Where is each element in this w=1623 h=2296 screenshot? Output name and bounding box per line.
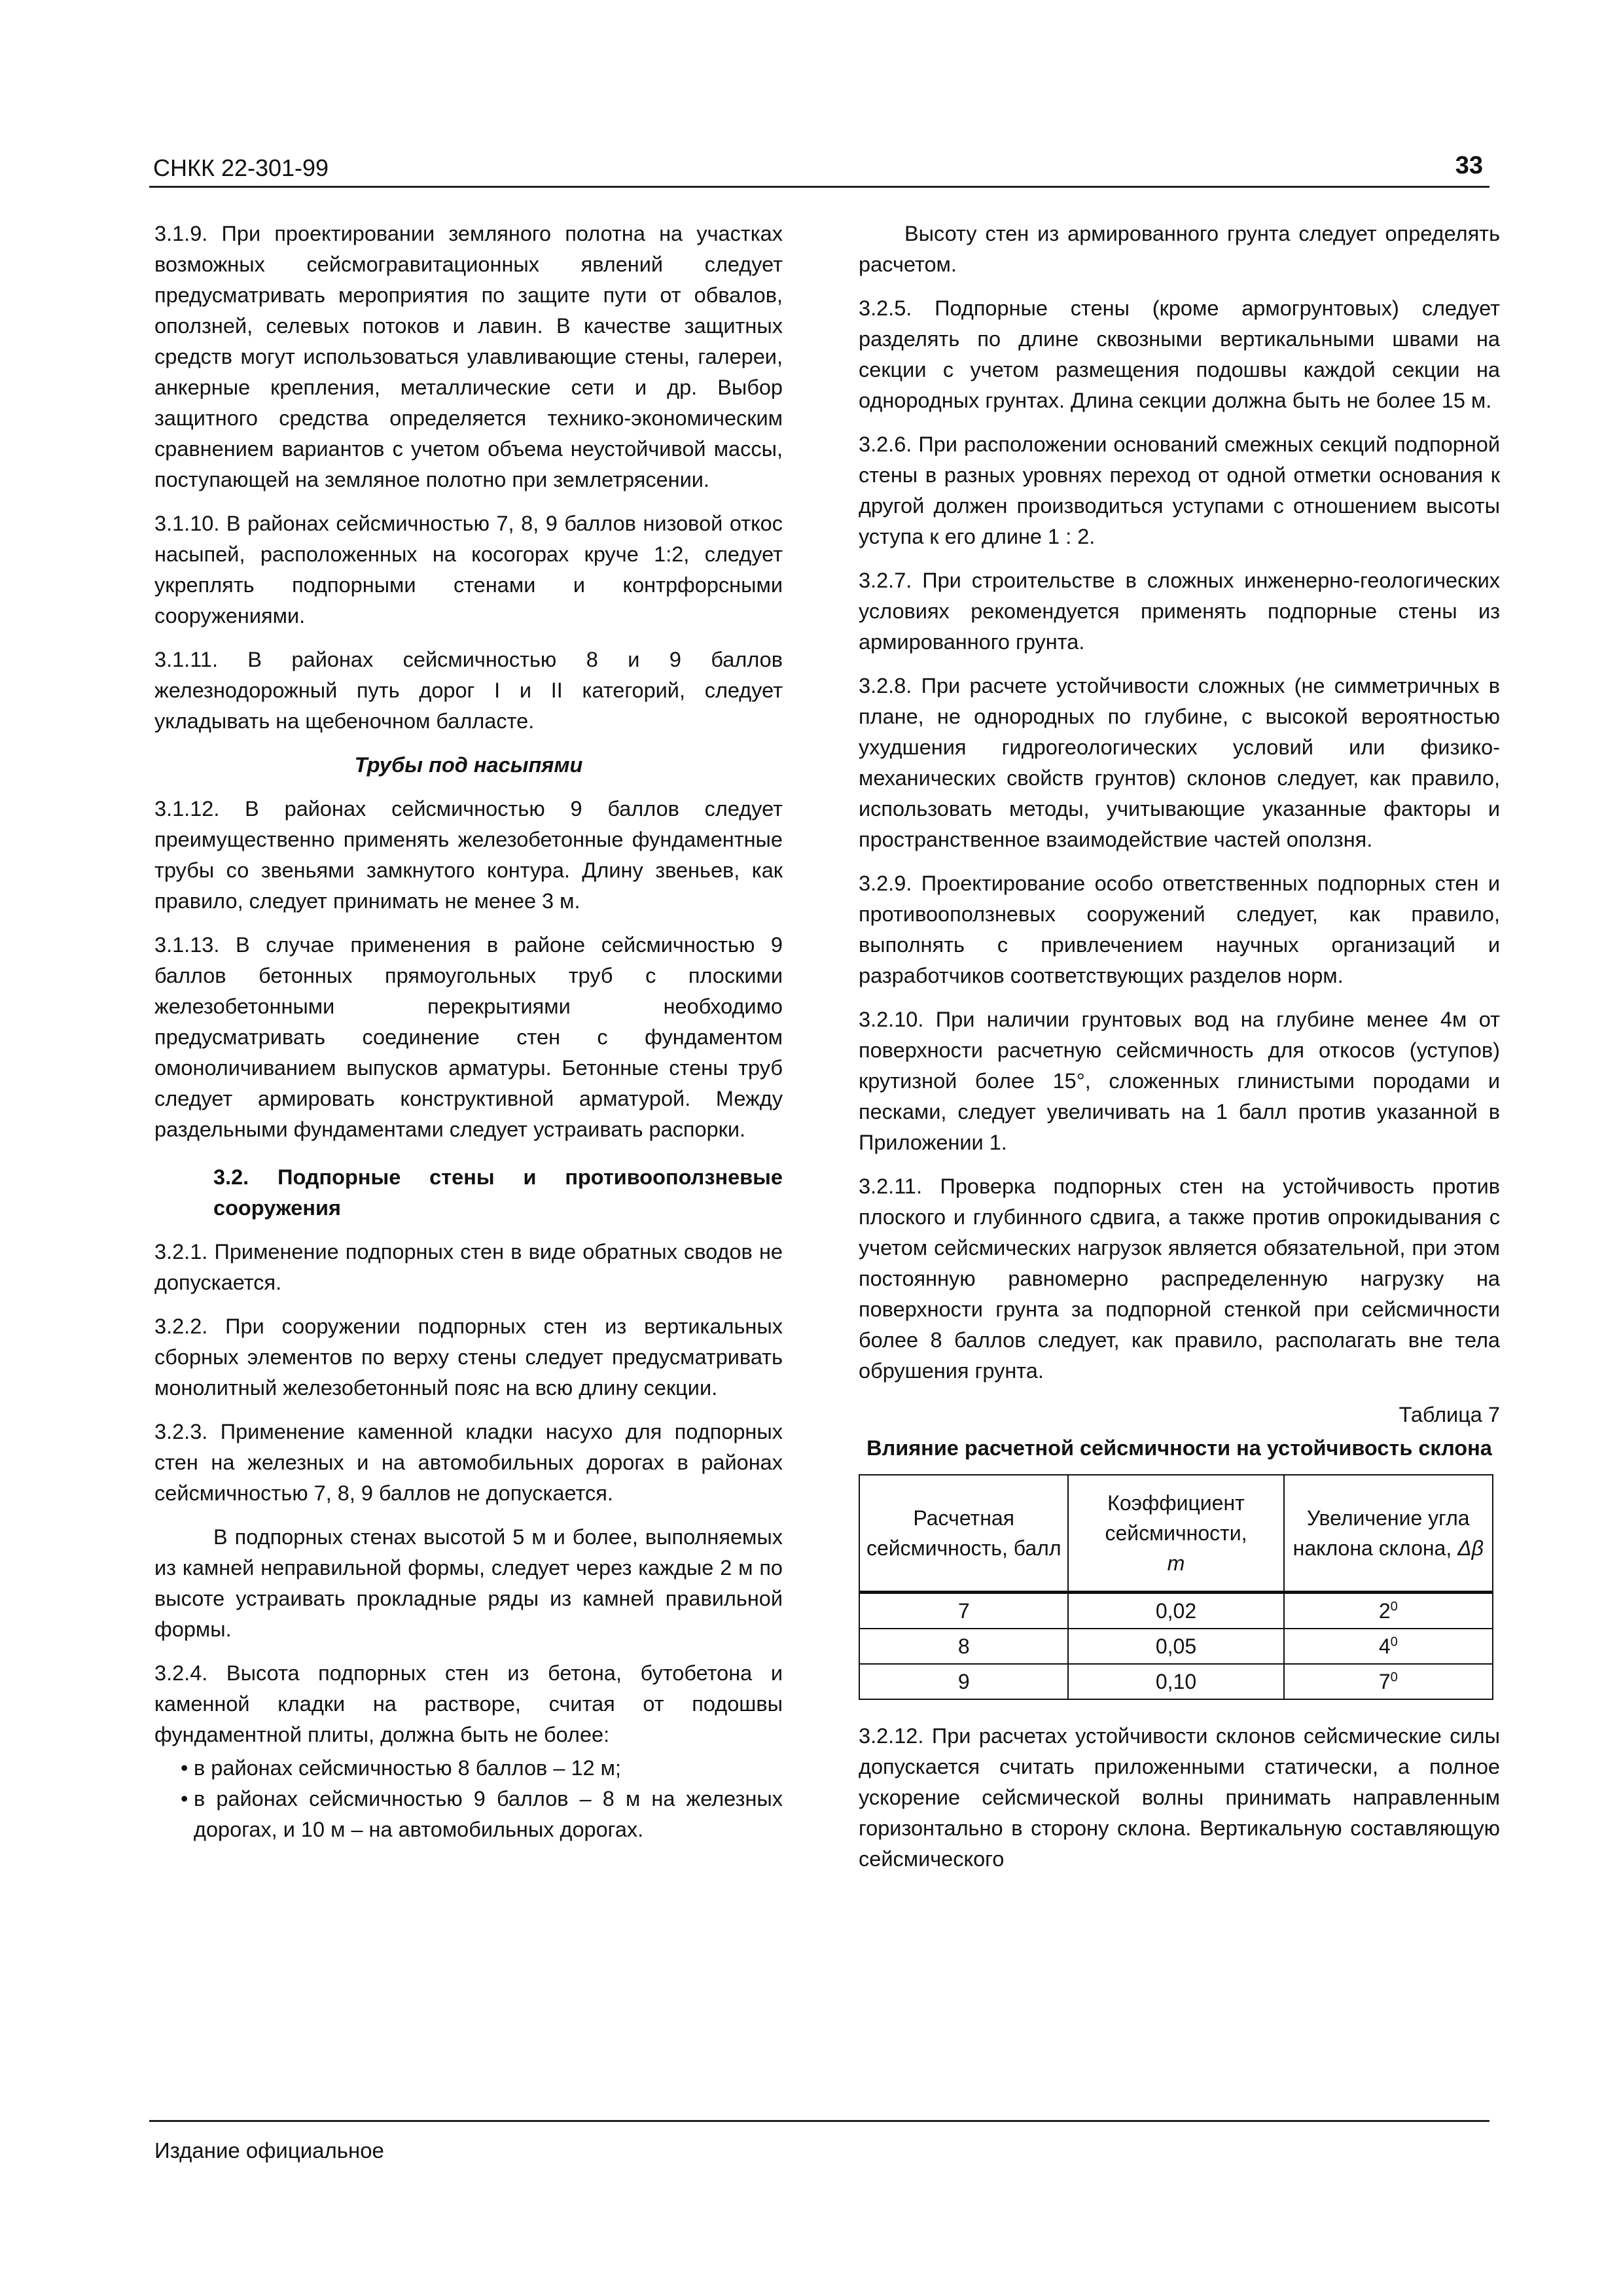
table-cell: $7^0$: [1284, 1664, 1493, 1699]
paragraph-3-2-11: 3.2.11. Проверка подпорных стен на устойчивость против плоского и глубинного сдвига, а также против опрокидывания с учетом сейсмических нагрузок является обязательной, при этом постоянную равномерно распределенную нагрузку на поверхности грунта за подпорной стенкой при сейсмичности более 8 баллов следует, как правило, располагать вне тела обрушения грунта.: [859, 1174, 1500, 1383]
list-item: • в районах сейсмичностью 9 баллов – 8 м на железных дорогах, и 10 м – на автомобильных дорогах.: [154, 1784, 783, 1845]
table-cell: 0,10: [1068, 1664, 1283, 1699]
table-cell: 9: [859, 1664, 1068, 1699]
table-cell: 0,05: [1068, 1629, 1283, 1664]
table-row: [859, 1664, 1493, 1699]
table-row: [859, 1629, 1493, 1664]
paragraph-3-2-10: 3.2.10. При наличии грунтовых вод на глубине менее 4м от поверхности расчетную сейсмичность для откосов (уступов) крутизной более 15°, сложенных глинистыми породами и песками, следует увеличивать на 1 балл против указанной в Приложении 1.: [859, 1008, 1500, 1154]
table-cell: 8: [859, 1629, 1068, 1664]
paragraph-3-2-6: 3.2.6. При расположении оснований смежных секций подпорной стены в разных уровнях переход от одной отметки основания к другой должен производиться уступами с отношением высоты уступа к его длине 1 : 2.: [859, 433, 1500, 548]
table-title: Влияние расчетной сейсмичности на устойчивость склона: [866, 1436, 1492, 1460]
table-header-coefficient: Коэффициент сейсмичности, m: [1068, 1475, 1283, 1593]
table-header-angle: Увеличение угла наклона склона, Δβ: [1284, 1475, 1493, 1593]
table-cell: 0,02: [1068, 1593, 1283, 1629]
height-limit-list: [154, 1753, 783, 1845]
list-item: • в районах сейсмичностью 8 баллов – 12 м;: [154, 1753, 783, 1784]
table-cell: $4^0$: [1284, 1629, 1493, 1664]
table-row: [859, 1593, 1493, 1629]
right-column: [859, 219, 1500, 1888]
table-number: Таблица 7: [1399, 1403, 1500, 1426]
paragraph-3-2-5: 3.2.5. Подпорные стены (кроме армогрунтовых) следует разделять по длине сквозными вертикальными швами на секции с учетом размещения подошвы каждой секции на однородных грунтах. Длина секции должна быть не более 15 м.: [859, 296, 1500, 412]
paragraph-3-1-11: 3.1.11. В районах сейсмичностью 8 и 9 баллов железнодорожный путь дорог I и II категорий, следует укладывать на щебеночном балласте.: [154, 648, 783, 733]
paragraph-3-2-2: 3.2.2. При сооружении подпорных стен из вертикальных сборных элементов по верху стены следует предусматривать монолитный железобетонный пояс на всю длину секции.: [154, 1315, 783, 1400]
page-number: 33: [1455, 152, 1483, 179]
paragraph-3-1-10: 3.1.10. В районах сейсмичностью 7, 8, 9 баллов низовой откос насыпей, расположенных на косогорах круче 1:2, следует укреплять подпорными стенами и контрфорсными сооружениями.: [154, 512, 783, 627]
paragraph-3-2-9: 3.2.9. Проектирование особо ответственных подпорных стен и противооползневых сооружений следует, как правило, выполнять с привлечением научных организаций и разработчиков соответствующих разделов норм.: [859, 872, 1500, 987]
paragraph-3-2-8: 3.2.8. При расчете устойчивости сложных (не симметричных в плане, не однородных по глубине, с высокой вероятностью ухудшения гидрогеологических условий или физико-механических свойств грунтов) склонов следует, как правило, использовать методы, учитывающие указанные факторы и пространственное взаимодействие частей оползня.: [859, 674, 1500, 851]
footer-edition-note: Издание официальное: [154, 2138, 384, 2163]
table-cell: 7: [859, 1593, 1068, 1629]
document-code: СНКК 22-301-99: [153, 154, 329, 181]
paragraph-3-1-13: 3.1.13. В случае применения в районе сейсмичностью 9 баллов бетонных прямоугольных труб с плоскими железобетонными перекрытиями необходимо предусматривать соединение стен с фундаментом омоноличиванием выпусков арматуры. Бетонные стены труб следует армировать конструктивной арматурой. Между раздельными фундаментами следует устраивать распорки.: [154, 933, 783, 1141]
paragraph-3-2-12: 3.2.12. При расчетах устойчивости склонов сейсмические силы допускается считать приложенными статически, а полное ускорение сейсмической волны принимать направленным горизонтально в сторону склона. Вертикальную составляющую сейсмического: [859, 1724, 1500, 1871]
table-cell: $2^0$: [1284, 1593, 1493, 1629]
paragraph-3-2-3-cont: В подпорных стенах высотой 5 м и более, выполняемых из камней неправильной формы, следует через каждые 2 м по высоте устраивать прокладные ряды из камней правильной формы.: [154, 1525, 783, 1641]
left-column: [154, 219, 783, 1852]
footer-divider: [149, 2120, 1489, 2122]
table-header-seismicity: Расчетная сейсмичность, балл: [859, 1475, 1068, 1593]
seismicity-table: [859, 1474, 1493, 1700]
page-header: [149, 145, 1489, 188]
paragraph-3-1-9: 3.1.9. При проектировании земляного полотна на участках возможных сейсмогравитационных явлений следует предусматривать мероприятия по защите пути от обвалов, оползней, селевых потоков и лавин. В качестве защитных средств могут использоваться улавливающие стены, галереи, анкерные крепления, металлические сети и др. Выбор защитного средства определяется технико-экономическим сравнением вариантов с учетом объема неустойчивой массы, поступающей на земляное полотно при землетрясении.: [154, 222, 783, 491]
paragraph-3-2-3: 3.2.3. Применение каменной кладки насухо для подпорных стен на железных и на автомобильных дорогах в районах сейсмичностью 7, 8, 9 баллов не допускается.: [154, 1420, 783, 1505]
paragraph-3-2-7: 3.2.7. При строительстве в сложных инженерно-геологических условиях рекомендуется применять подпорные стены из армированного грунта.: [859, 569, 1500, 654]
paragraph-3-1-12: 3.1.12. В районах сейсмичностью 9 баллов следует преимущественно применять железобетонные фундаментные трубы со звеньями замкнутого контура. Длину звеньев, как правило, следует принимать не менее 3 м.: [154, 797, 783, 913]
paragraph-3-2-1: 3.2.1. Применение подпорных стен в виде обратных сводов не допускается.: [154, 1240, 783, 1294]
subheading-pipes: Трубы под насыпями: [354, 753, 583, 777]
section-heading-3-2: 3.2. Подпорные стены и противооползневые сооружения: [213, 1165, 783, 1220]
paragraph-continuation: Высоту стен из армированного грунта следует определять расчетом.: [859, 222, 1500, 276]
paragraph-3-2-4: 3.2.4. Высота подпорных стен из бетона, бутобетона и каменной кладки на растворе, считая от подошвы фундаментной плиты, должна быть не более:: [154, 1661, 783, 1746]
